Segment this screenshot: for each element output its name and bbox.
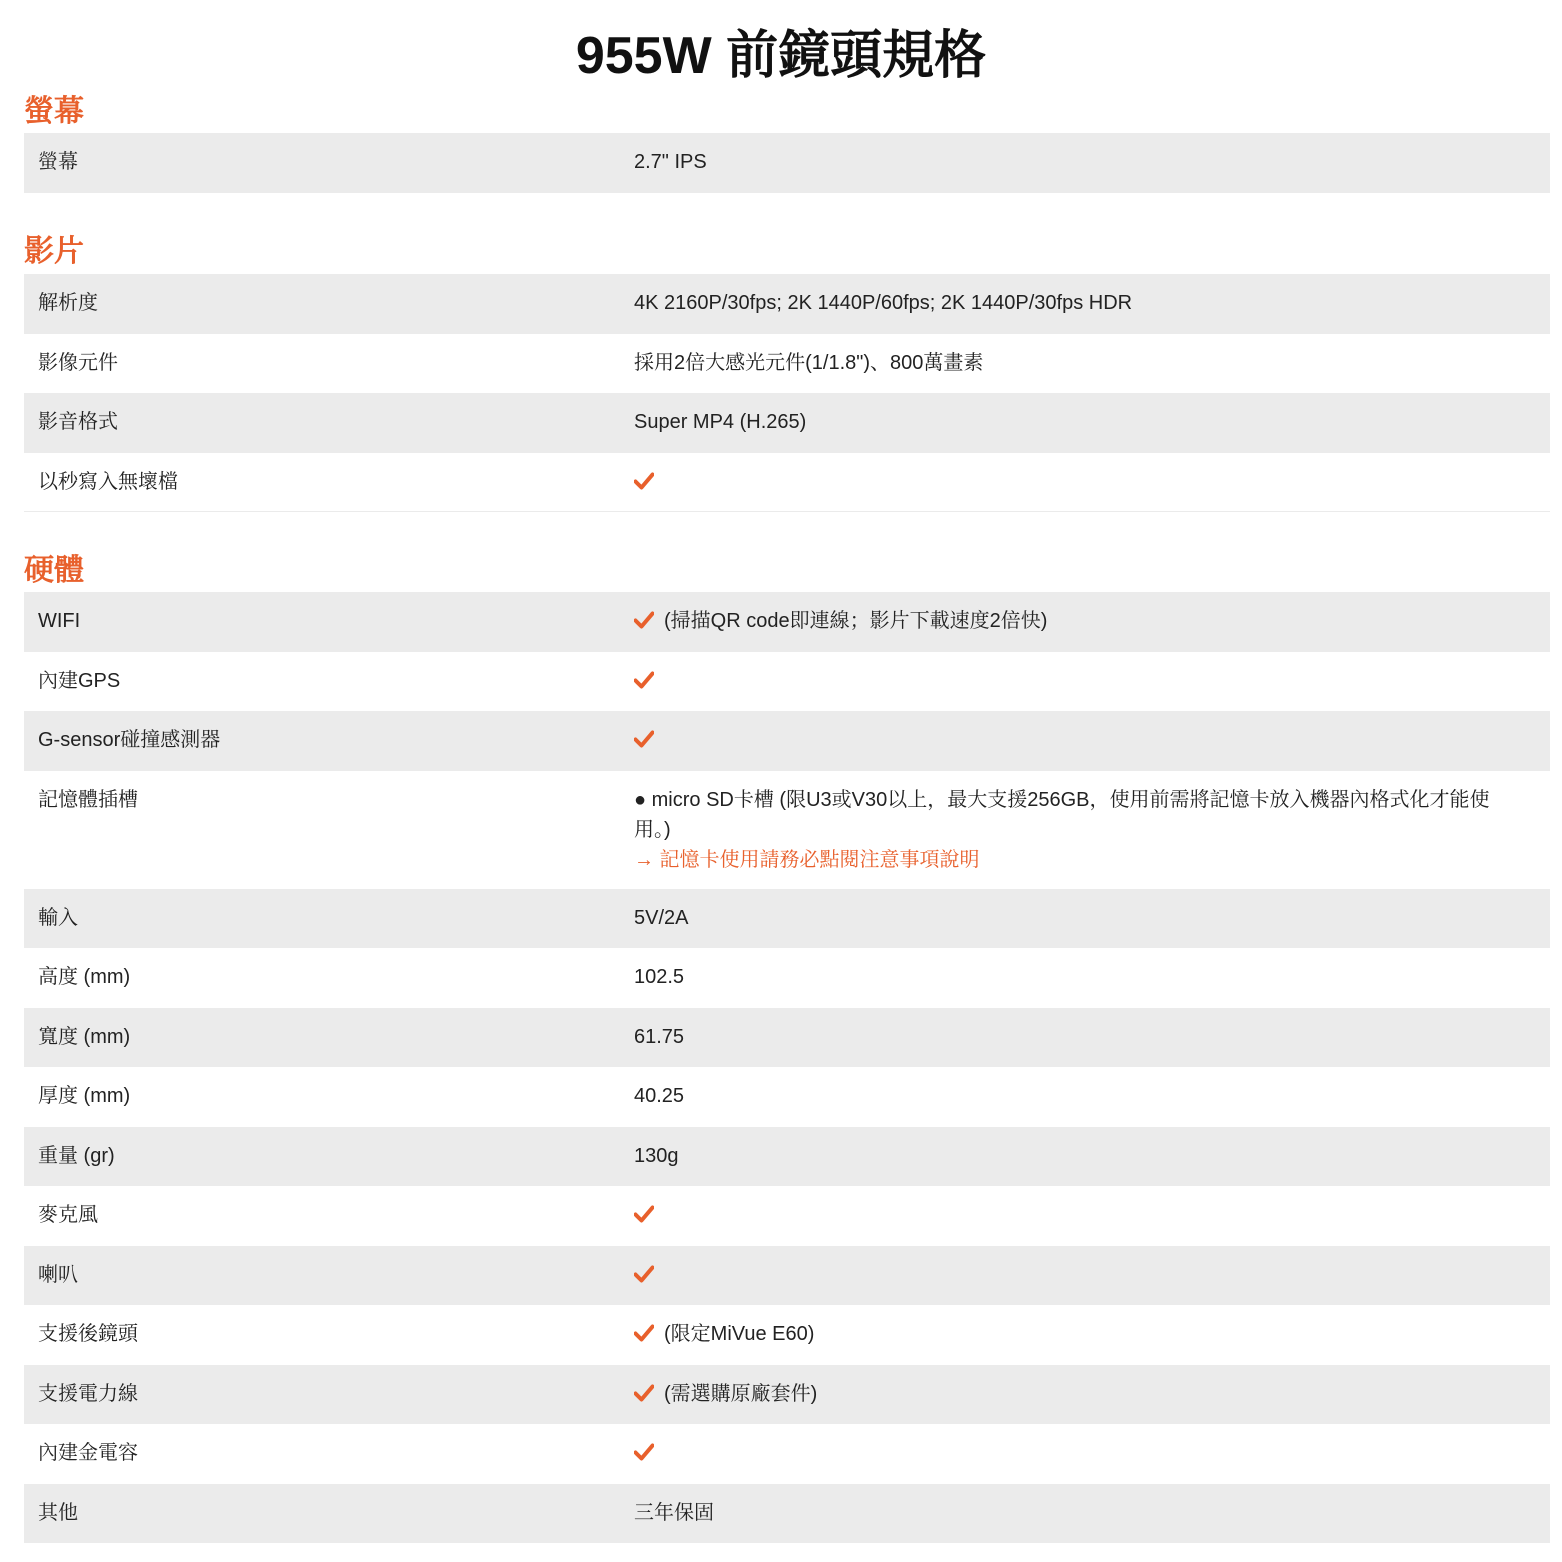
spec-label: 解析度	[38, 292, 98, 314]
spec-row	[24, 133, 1550, 193]
spec-row	[24, 889, 1550, 949]
section-heading: 硬體	[24, 554, 84, 587]
spec-row	[24, 592, 1550, 652]
spec-label: 影音格式	[38, 411, 118, 433]
spec-value	[634, 1022, 1550, 1052]
spec-label: 螢幕	[38, 151, 78, 173]
spec-label: 影像元件	[38, 351, 118, 374]
checkmark-icon	[634, 606, 656, 636]
spec-row	[24, 1424, 1550, 1484]
spec-value-text: 2.7" IPS	[634, 151, 707, 173]
spec-label: 以秒寫入無壞檔	[38, 470, 178, 493]
spec-value-text: 採用2倍大感光元件(1/1.8")、800萬畫素	[634, 351, 984, 374]
spec-value	[634, 785, 1550, 875]
spec-row	[24, 652, 1550, 712]
spec-label: 其他	[38, 1501, 78, 1524]
spec-row	[24, 1008, 1550, 1068]
spec-row	[24, 274, 1550, 334]
spec-value	[634, 1141, 1550, 1171]
spec-label: 厚度 (mm)	[38, 1085, 131, 1107]
spec-value	[634, 903, 1550, 933]
memory-card-notice-link[interactable]: → 記憶卡使用請務必點閱注意事項說明	[634, 848, 980, 871]
spec-row	[24, 948, 1550, 1008]
spec-value-text: 61.75	[634, 1025, 685, 1048]
spec-value	[634, 288, 1550, 318]
spec-value	[634, 1319, 1550, 1349]
spec-value-text: ● micro SD卡槽 (限U3或V30以上，最大支援256GB，使用前需將記憶卡放入機器內格式化才能使用。)	[634, 788, 1490, 841]
spec-value	[634, 1200, 1550, 1230]
spec-label: WIFI	[38, 610, 81, 632]
spec-label: 寬度 (mm)	[38, 1025, 131, 1048]
spec-row	[24, 1186, 1550, 1246]
spec-label: 輸入	[38, 906, 78, 929]
spec-label: 喇叭	[38, 1263, 78, 1286]
section-heading: 影片	[24, 235, 84, 268]
checkmark-icon	[634, 1438, 656, 1468]
spec-label: 內建GPS	[38, 669, 121, 692]
spec-value-text: 三年保固	[634, 1501, 714, 1524]
spec-row	[24, 771, 1550, 889]
spec-row	[24, 334, 1550, 394]
spec-value	[634, 1379, 1550, 1409]
spec-label: 高度 (mm)	[38, 966, 131, 988]
spec-row	[24, 1127, 1550, 1187]
page-title: 955W 前鏡頭規格	[575, 27, 987, 85]
spec-label: 內建金電容	[38, 1442, 138, 1464]
spec-value	[634, 348, 1550, 378]
spec-row	[24, 393, 1550, 453]
spec-value	[634, 147, 1550, 177]
spec-label: 重量 (gr)	[38, 1144, 115, 1167]
spec-table	[24, 133, 1550, 193]
spec-label: 記憶體插槽	[38, 788, 138, 811]
checkmark-icon	[634, 1260, 656, 1290]
spec-row	[24, 1246, 1550, 1306]
spec-value-text: (限定MiVue E60)	[664, 1323, 815, 1345]
spec-label: 麥克風	[38, 1204, 98, 1226]
checkmark-icon	[634, 1319, 656, 1349]
spec-row	[24, 453, 1550, 513]
spec-value-text: 4K 2160P/30fps; 2K 1440P/60fps; 2K 1440P/30fps HDR	[634, 292, 1133, 314]
checkmark-icon	[634, 1200, 656, 1230]
spec-value	[634, 606, 1550, 636]
spec-row	[24, 711, 1550, 771]
checkmark-icon	[634, 666, 656, 696]
spec-label: 支援後鏡頭	[38, 1323, 138, 1345]
spec-label: 支援電力線	[38, 1382, 138, 1405]
spec-value	[634, 1498, 1550, 1528]
spec-label: G-sensor碰撞感測器	[38, 729, 221, 751]
spec-row	[24, 1305, 1550, 1365]
spec-value	[634, 467, 1550, 497]
checkmark-icon	[634, 1379, 656, 1409]
spec-row	[24, 1067, 1550, 1127]
spec-value-text: 40.25	[634, 1085, 685, 1107]
spec-value	[634, 1081, 1550, 1111]
spec-value-text: 5V/2A	[634, 906, 689, 929]
spec-value	[634, 666, 1550, 696]
spec-value	[634, 1438, 1550, 1468]
spec-value-text: 102.5	[634, 966, 685, 988]
spec-value-text: (掃描QR code即連線；影片下載速度2倍快)	[664, 610, 1048, 632]
spec-value	[634, 962, 1550, 992]
checkmark-icon	[634, 467, 656, 497]
spec-table	[24, 274, 1550, 512]
spec-value	[634, 725, 1550, 755]
spec-value-text: Super MP4 (H.265)	[634, 411, 807, 433]
spec-value-text: (需選購原廠套件)	[664, 1382, 818, 1405]
spec-value	[634, 407, 1550, 437]
spec-value	[634, 1260, 1550, 1290]
spec-table	[24, 592, 1550, 1543]
spec-row	[24, 1365, 1550, 1425]
section-heading: 螢幕	[24, 95, 84, 128]
spec-row	[24, 1484, 1550, 1544]
checkmark-icon	[634, 725, 656, 755]
spec-value-text: 130g	[634, 1144, 679, 1167]
